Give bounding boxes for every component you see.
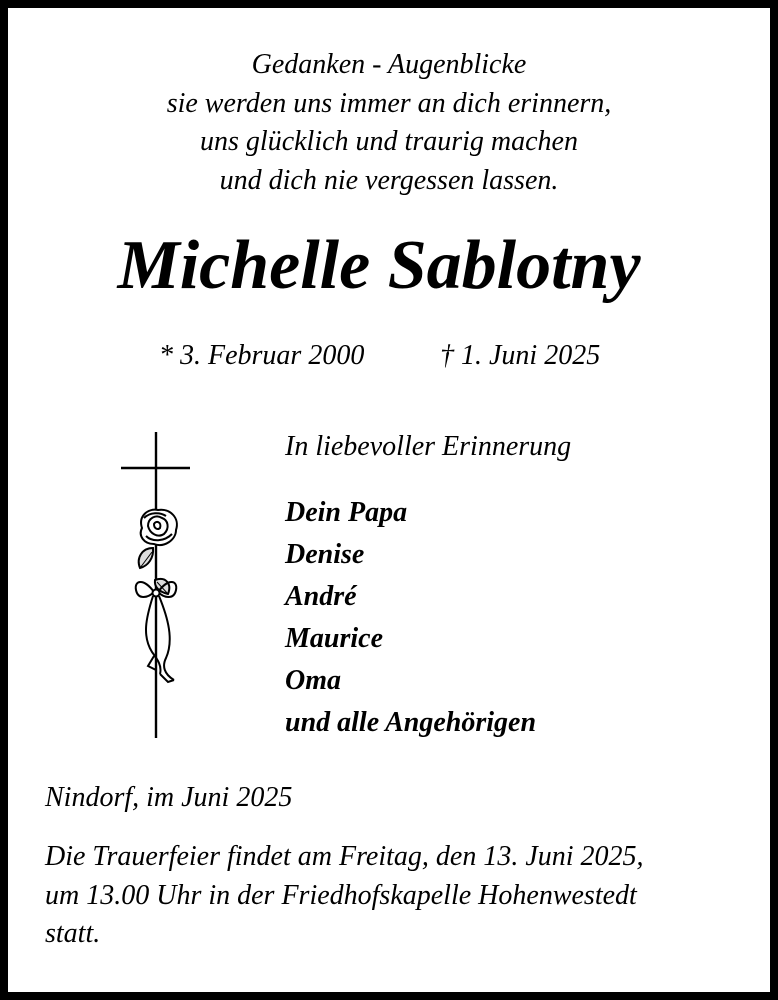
mourner-item: Maurice (285, 623, 383, 654)
mourners-list (285, 492, 536, 744)
mourner-item: und alle Angehörigen (285, 707, 537, 738)
funeral-line: statt. (45, 918, 101, 949)
funeral-info (45, 838, 745, 954)
deceased-name: Michelle Sablotny (117, 227, 641, 304)
mourner-item: Denise (285, 539, 365, 570)
poem-line: sie werden uns immer an dich erinnern, (166, 87, 612, 119)
poem-line: und dich nie vergessen lassen. (219, 164, 559, 196)
death-date: † 1. Juni 2025 (440, 340, 601, 371)
funeral-line: um 13.00 Uhr in der Friedhofskapelle Hohenwestedt (45, 879, 637, 911)
funeral-line: Die Trauerfeier findet am Freitag, den 13. Juni 2025, (45, 841, 644, 872)
poem-line: Gedanken - Augenblicke (251, 49, 527, 80)
cross-with-rose-icon (118, 430, 194, 740)
memorial-poem (0, 46, 778, 200)
birth-date: * 3. Februar 2000 (159, 340, 365, 371)
mourner-item: André (285, 581, 357, 612)
poem-line: uns glücklich und traurig machen (200, 126, 578, 157)
remembrance-heading: In liebevoller Erinnerung (285, 431, 572, 462)
mourner-item: Oma (285, 665, 341, 696)
mourner-item: Dein Papa (285, 497, 408, 528)
place-date: Nindorf, im Juni 2025 (45, 782, 293, 813)
